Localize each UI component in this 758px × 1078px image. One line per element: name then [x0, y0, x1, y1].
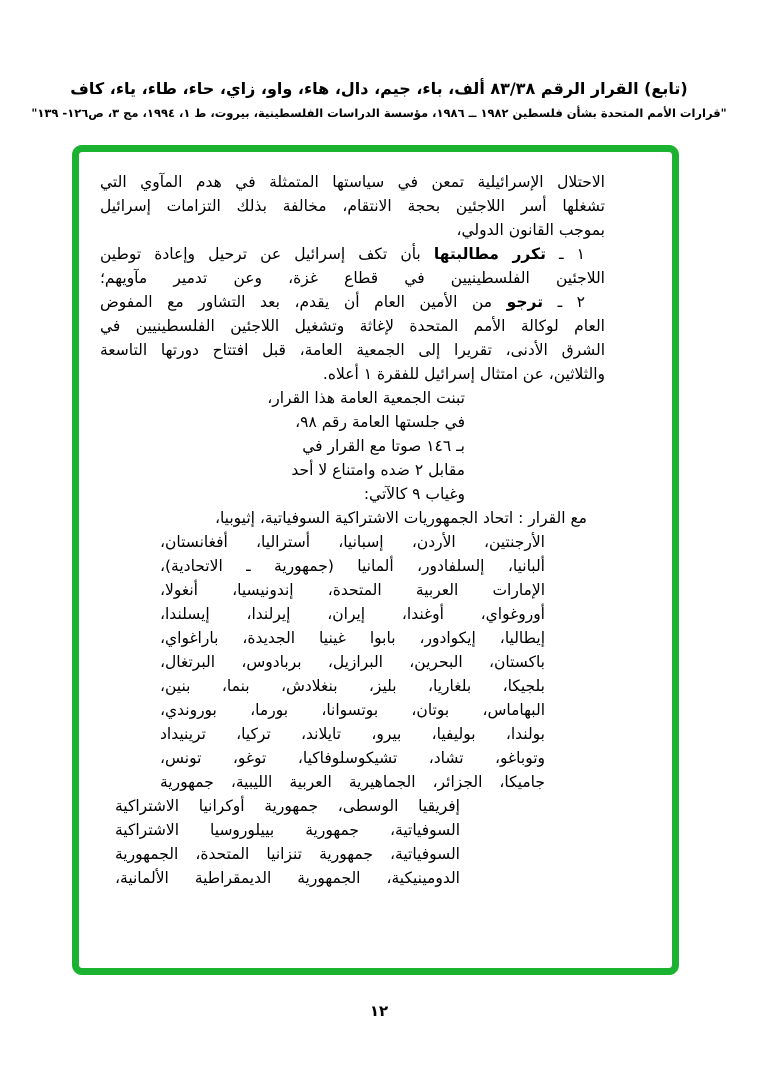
country-list-line: بولندا، بوليفيا، بيرو، تايلاند، تركيا، ترينيداد — [160, 725, 545, 743]
intro-line: بموجب القانون الدولي، — [456, 221, 605, 239]
adoption-note-line: في جلستها العامة رقم ٩٨، — [295, 413, 465, 431]
adoption-note-line: وغياب ٩ كالآتي: — [363, 485, 465, 503]
country-list-line: باكستان، البحرين، البرازيل، بربادوس، البرتغال، — [160, 653, 545, 671]
country-list-line: الدومينيكية، الجمهورية الديمقراطية الألمانية، — [115, 869, 460, 887]
country-list-line: جاميكا، الجزائر، الجماهيرية العربية الليبية، جمهورية — [160, 773, 545, 791]
operative-paragraph-2 — [100, 290, 585, 314]
operative-paragraph-2-line: الشرق الأدنى، تقريرا إلى الجمعية العامة، قبل افتتاح دورتها التاسعة — [100, 341, 605, 359]
paragraph-text: من الأمين العام أن يقدم، بعد التشاور مع المفوض — [100, 293, 507, 311]
operative-paragraph-1-line: اللاجئين الفلسطينيين في قطاع غزة، وعن تدمير مآويهم؛ — [100, 269, 605, 287]
country-list-line: البهاماس، بوتان، بوتسوانا، بورما، بوروندي، — [160, 701, 545, 719]
country-list-line: إفريقيا الوسطى، جمهورية أوكرانيا الاشتراكية — [115, 797, 460, 815]
country-list-line: الأرجنتين، الأردن، إسبانيا، أستراليا، أفغانستان، — [160, 533, 545, 551]
operative-verb: تكرر مطالبتها — [433, 245, 546, 263]
country-list-line: السوفياتية، جمهورية تنزانيا المتحدة، الجمهورية — [115, 845, 460, 863]
paragraph-number: ١ ـ — [545, 245, 585, 263]
operative-paragraph-1 — [100, 242, 585, 266]
country-list-line: ألبانيا، إلسلفادور، ألمانيا (جمهورية ـ الاتحادية)، — [160, 557, 545, 575]
country-list-line: الإمارات العربية المتحدة، إندونيسيا، أنغولا، — [160, 581, 545, 599]
vote-with-label: مع القرار — [528, 509, 587, 527]
operative-paragraph-2-line: العام لوكالة الأمم المتحدة لإغاثة وتشغيل اللاجئين الفلسطينيين في — [100, 317, 605, 335]
adoption-note-line: بـ ١٤٦ صوتا مع القرار في — [302, 437, 465, 455]
country-list-line: وتوباغو، تشاد، تشيكوسلوفاكيا، توغو، تونس، — [160, 749, 545, 767]
intro-line: تشغلها أسر اللاجئين بحجة الانتقام، مخالفة بذلك التزامات إسرائيل — [100, 197, 605, 215]
adoption-note-line: مقابل ٢ ضده وامتناع لا أحد — [291, 461, 465, 479]
paragraph-number: ٢ ـ — [543, 293, 585, 311]
country-list-line: بلجيكا، بلغاريا، بليز، بنغلادش، بنما، بنين، — [160, 677, 545, 695]
paragraph-text: بأن تكف إسرائيل عن ترحيل وإعادة توطين — [100, 245, 434, 263]
page-number: ١٢ — [369, 1002, 389, 1020]
country-list-line: إيطاليا، إيكوادور، بابوا غينيا الجديدة، باراغواي، — [160, 629, 545, 647]
resolution-text-block — [100, 170, 605, 890]
country-list-line: السوفياتية، جمهورية بييلوروسيا الاشتراكية — [115, 821, 460, 839]
intro-line: الاحتلال الإسرائيلية تمعن في سياستها المتمثلة في هدم المآوي التي — [100, 173, 605, 191]
source-citation: "قرارات الأمم المتحدة بشأن فلسطين ١٩٨٢ ــ ١٩٨٦، مؤسسة الدراسات الفلسطينية، بيروت، ط ١، ١٩٩٤، مج ٣، ص١٢٦- ١٣٩" — [31, 106, 727, 120]
vote-with-first-countries: اتحاد الجمهوريات الاشتراكية السوفياتية، إثيوبيا، — [214, 509, 514, 527]
resolution-title: (تابع) القرار الرقم ٨٣/٣٨ ألف، باء، جيم، دال، هاء، واو، زاي، حاء، طاء، ياء، كاف — [70, 79, 688, 98]
country-list-line: أوروغواي، أوغندا، إيران، إيرلندا، إيسلندا، — [160, 605, 545, 623]
vote-separator: : — [513, 509, 529, 527]
vote-with-heading-line — [100, 506, 587, 530]
adoption-note-line: تبنت الجمعية العامة هذا القرار، — [267, 389, 465, 407]
operative-verb: ترجو — [506, 293, 544, 311]
operative-paragraph-2-line: والثلاثين، عن امتثال إسرائيل للفقرة ١ أعلاه. — [322, 365, 605, 383]
